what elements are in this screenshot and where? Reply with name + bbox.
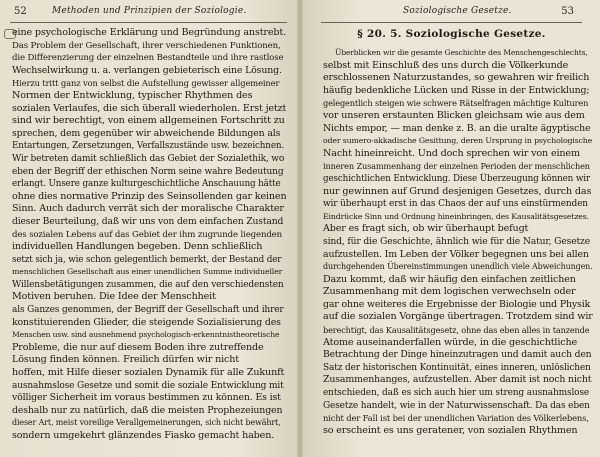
text-line: Entartungen, Zersetzungen, Verfallszustände usw. bezeichnen. [12,141,285,152]
text-line: deshalb nur zu natürlich, daß die meisten Prophezeiungen [12,404,283,416]
text-line: geschichtlichen Entwicklung. Diese Überzeugung können wir [323,173,590,184]
text-line: Überblicken wir die gesamte Geschichte des Menschengeschlechts, [335,48,588,57]
right-page-text [323,47,593,437]
text-line: eben der Begriff der ethischen Norm seine wahre Bedeutung [12,166,284,177]
text-line: so erscheint es uns geratener, von sozialen Rhythmen [323,424,578,436]
text-line: inneren Zusammenhang der einzelnen Perioden der menschlichen [323,161,590,172]
text-line: Das Problem der Gesellschaft, ihrer verschiedenen Funktionen, [12,40,281,51]
text-line: vor unseren erstaunten Blicken gleichsam wie aus dem [323,109,585,121]
text-line: oder sumero-akkadische Gesittung, deren Ursprung in psychologische [323,136,593,146]
text-line: Hierzu tritt ganz von selbst die Aufstellung gewisser allgemeiner [12,78,280,89]
text-line: Normen der Entwicklung, typischer Rhythmen des [12,89,253,101]
running-title: Methoden und Prinzipien der Soziologie. [52,6,247,16]
header-rule [10,22,287,23]
text-line: Dazu kommt, daß wir häufig den einfachen zeitlichen [323,273,576,285]
text-line: Willensbetätigungen zusammen, die auf den verschiedensten [12,279,284,290]
text-line: als Ganzes genommen, der Begriff der Gesellschaft und ihrer [12,305,284,316]
text-line: Gesetze handelt, wie in der Naturwissenschaft. Da das eben [323,400,590,411]
text-line: entschieden, daß es sich auch hier um streng ausnahmslose [323,388,590,399]
text-line: sozialen Verlaufes, die sich überall wiederholen. Erst jetzt [12,102,286,114]
text-line: auf die sozialen Vorgänge übertragen. Trotzdem sind wir [323,311,593,323]
section-heading: § 20. 5. Soziologische Gesetze. [357,28,546,40]
text-line: ausnahmslose Gesetze und somit die soziale Entwicklung mit [12,380,284,391]
text-line: Zusammenhanges, aufzustellen. Aber damit ist noch nicht [323,374,592,386]
text-line: Lösung finden können. Freilich dürfen wir nicht [12,354,239,366]
text-line: sondern umgekehrt glänzendes Fiasko gemacht haben. [12,430,275,441]
text-line: menschlichen Gesellschaft aus einer unendlichen Summe individueller [12,267,283,277]
text-line: nur gewinnen auf Grund desjenigen Gesetzes, durch das [323,185,592,197]
text-line: eine psychologische Erklärung und Begründung anstrebt. [12,27,286,38]
text-line: Satz der historischen Kontinuität, eines inneren, unlöslichen [323,362,591,373]
text-line: berechtigt, das Kausalitätsgesetz, ohne das eben alles in tanzende [323,325,590,336]
text-line: selbst mit Einschluß des uns durch die Völkerkunde [323,59,569,71]
text-line: Probleme, die nur auf diesem Boden ihre zutreffende [12,341,264,353]
text-line: Aber es fragt sich, ob wir überhaupt befugt [323,223,529,235]
text-line: häufig bedenkliche Lücken und Risse in der Entwicklung; [323,84,590,96]
text-line: Betrachtung der Dinge hineinzutragen und damit auch den [323,349,592,361]
text-line: individuellen Handlungen begeben. Denn schließlich [12,241,263,253]
text-line: Wir betreten damit schließlich das Gebiet der Sozialethik, wo [12,153,285,164]
text-line: durchgehenden Übereinstimmungen unendlich viele Abweichungen. [323,262,593,272]
left-page-text [12,27,286,443]
text-line: Menschen usw. sind ausnehmend psychologisch-erkenntnistheoretische [12,330,280,340]
text-line: nicht der Fall ist bei der unendlichen Variation des Völkerlebens, [323,413,589,424]
text-line: Sinn. Auch dadurch verrät sich der moralische Charakter [12,203,284,215]
text-line: Nacht hineinreicht. Und doch sprechen wir von einem [323,147,580,159]
text-line: sprechen, dem gegenüber wir abweichende Bildungen als [12,127,281,139]
text-line: Nichts empor, — man denke z. B. an die uralte ägyptische [323,122,591,134]
left-page [0,0,297,457]
text-line: erschlossenen Naturzustandes, so gewahren wir freilich [323,72,590,84]
text-line: Eindrücke Sinn und Ordnung hineinbringen, des Kausalitätsgesetzes. [323,211,589,221]
text-line: sind wir berechtigt, von einem allgemeinen Fortschritt zu [12,115,285,127]
text-line: ohne dies normative Prinzip des Seinsollenden gar keinen [12,190,286,202]
page-number: 53 [561,6,574,17]
running-title: Soziologische Gesetze. [403,6,512,16]
text-line: hoffen, mit Hilfe dieser sozialen Dynamik für alle Zukunft [12,367,285,379]
right-page [303,0,600,457]
text-line: Wechselwirkung u. a. verlangen gebieterisch eine Lösung. [12,64,282,76]
text-line: gelegentlich steigen wie schwere Rätselfragen mächtige Kulturen [323,98,589,109]
text-line: des sozialen Lebens auf das Gebiet der ihm zugrunde liegenden [12,229,283,240]
text-line: sind, für die Geschichte, ähnlich wie für die Natur, Gesetze [323,235,591,247]
text-line: Motiven beruhen. Die Idee der Menschheit [12,291,216,303]
text-line: setzt sich ja, wie schon gelegentlich bemerkt, der Bestand der [12,254,282,265]
text-line: Zusammenhang mit dem logischen verwechseln oder [323,286,576,298]
text-line: wir überhaupt erst in das Chaos der auf uns einstürmenden [323,199,588,210]
text-line: dieser Art, meist voreilige Verallgemeinerungen, sich nicht bewährt, [12,418,281,428]
text-line: konstituierenden Glieder, die steigende Sozialisierung des [12,316,281,328]
text-line: Atome auseinanderfallen würde, in die geschichtliche [323,336,578,348]
right-page-header [303,6,600,20]
text-line: die Differenzierung der einzelnen Bestandteile und ihre rastlose [12,53,284,64]
text-line: aufzustellen. Im Leben der Völker begegnen uns bei allen [323,248,589,260]
left-page-header [0,6,297,20]
text-line: gar ohne weiteres die Ergebnisse der Biologie und Physik [323,298,591,310]
text-line: völliger Sicherheit im voraus bestimmen zu können. Es ist [12,392,281,404]
text-line: erlangt. Unsere ganze kulturgeschichtliche Anschauung hätte [12,179,281,190]
page-number: 52 [14,6,27,17]
header-rule [321,22,582,23]
text-line: dieser Beurteilung, daß wir uns von dem einfachen Zustand [12,215,284,227]
